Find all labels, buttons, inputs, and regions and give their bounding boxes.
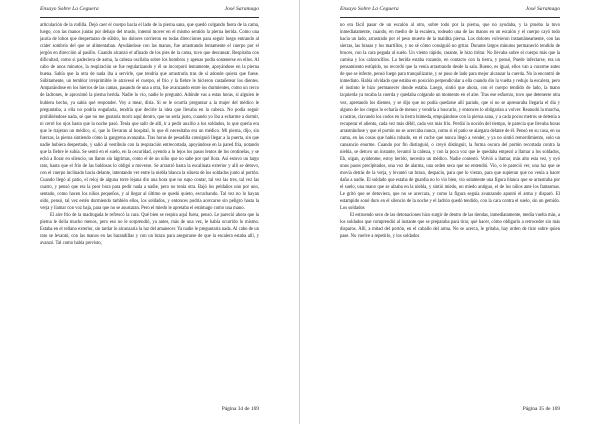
left-running-head bbox=[40, 6, 259, 18]
left-paragraph-1: articulación de la rodilla. Dejó caer el cuerpo hacia el lado de la pierna sana, que quedó colgando fuera de la cama, luego, con las manos juntas por debajo del muslo, intentó mover en el mismo sentido la pierna herida. Como una jauría de lobos que despertaran de súbito, los dolores corrieron en todas direcciones para seguir luego entrando al cráter sombrío del que se alimentaban. Ayudándose con las manos, fue arrastrando lentamente el cuerpo por el jergón en dirección al pasillo. Cuando alcanzó el afinado de los pies de la cama, tuvo que descansar. Respiraba con dificultad, como si padeciera de asma, la cabeza oscilaba sobre los hombros y apenas podía sostenerse en ellos. Al cabo de unos minutos, la respiración se fue regularizando y él se incorporó lentamente, apoyándose en la pierna buena. Sabía que la otra de nada iba a servirle, que tendría que arrastrarla tras de sí adonde quiera que fuese. Súbitamente, un temblor irreprimible le atravesó el cuerpo, el frío y la fiebre le hicieron castañetear los dientes. Amparándose en los hierros de las camas, pasando de una a otra, fue avanzando entre los durmientes, como un cerco de ladrones, le aproximó la pierna herida. Nadie lo vio, nadie le preguntó. Adónde vas a estas horas, si alguien le hubiera hecho, ya sabía qué responder. Voy a mear, diría. Si se le ocurría preguntar a la mujer del médico le preguntaba, a ella no podría engañarla, tendría que decirle la idea que llevaba en la cabeza. No podía seguir prohibiéndose nada, sé que no me gustaría morir aquí dentro, que no sería justo, cuando yo iba a echarme a dormir, ni cerré los ojos hasta que la noche pasó. Tenía que salir de allí, ir a pedir auxilio a los soldados, lo que quería era que le trajeran un médico, sí, que lo llevaran al hospital, lo que él necesitaba era un médico. Mi pierna, dijo, sin fuerzas, la pierna sintiendo cómo la gangrena avanzaba. Tras horas de pesadilla consiguió llegar a la puerta, sin que nadie hubiera despertado, y salió al vestíbulo con la respiración entrecortada, apoyándose en la pared fría, notando que la fiebre le subía. Se sentó en el suelo, en la oscuridad, oyendo a lo lejos los pasos lentos de los centinelas, y se echó a llorar en silencio, un llanto sin lágrimas, como el de un niño que no sabe por qué llora. Así estuvo un largo rato, hasta que el frío de las baldosas lo obligó a moverse. Se arrastró hasta la escalinata exterior y allí se detuvo, con el cuerpo inclinado hacia delante, intentando ver entre la niebla blanca la silueta de los soldados junto al portón. Cuando llegó al patio, el reloj de alguna torre lejana dio una hora que no supo contar, tal vez las tres, tal vez las cuatro, y pensó que era la peor hora para pedir nada a nadie, pero no tenía otra. Bajó los peldaños uno por uno, sentado, como hacen los niños pequeños, y al llegar al último se quedó quieto, escuchando. Tal vez no lo hayan oído, pensó, tal vez estén durmiendo también ellos, los soldados, y entonces podría acercarse sin peligro hasta la verja y llamar con voz baja, para que no se asustaran. Pero el miedo le apretaba el estómago como una mano. bbox=[40, 23, 259, 212]
left-body-text bbox=[40, 22, 259, 398]
right-page bbox=[300, 0, 600, 424]
right-paragraph-2: El estruendo seco de las detonaciones hizo surgir de dentro de las tiendas, inmediatamente, media vuelta más, a los soldados que comprendió al instante que se preparaba para tirar, qué hacer, cómo obligarlo a retroceder sin más disparos. Allí, a mitad del portón, en el caballo del arma. No se acerca, le gritaba, hay orden de tirar sobre quien pase. No vuelve a repetirlo, y los soldados bbox=[340, 213, 560, 240]
right-paragraph-1: no era fácil pasar de un escalón al otro, sobre todo por la pierna, que no ayudaba, y la prueba la tuvo inmediatamente, cuando, en medio de la escalera, rodeado una de las manos en un escalón y el cuerpo cayó todo hacia un lado, arrastrado por el peso muerto de la maldita pierna. Los dolores volvieron instantáneamente, con las sierras, las brasas y los martillos, y no sé cómo consiguió no gritar. Durante largos minutos permaneció tendido de bruces, con la cara pegada al suelo. Un viento rápido, rasante, le hizo tiritar. No llevaba sobre el cuerpo más que la camisa y los calzoncillos. La herida estaba rozando, en contacto con la tierra, y pensó, Puede infectarse, era un pensamiento estúpido, no recordó que la venía arrastrando desde la sala. Bueno, es igual, ellos van a curarme antes de que se infecte, pensó luego para tranquilizarse, y se puso de lado para mejor alcanzar la cuerda. No la encontró de inmediato. Había olvidado que estaba en posición perpendicular a ella cuando dio la vuelta y redujo la escalera, pero el instinto le hizo permanecer donde estaba. Luego, sintió que ahora, con el cuerpo tendido de lado, la mano izquierda ya tocaba la cuerda y quedaba colgando un momento en el aire. Tras ese esfuerzo, tuvo que detenerse otra vez, apretando los dientes, y se dijo que no podía quedarse allí parado, que si no se apresuraba llegaría el día y alguno de los ciegos lo echaría de menos y vendría a buscarlo, y entonces lo obligarían a volver. Reanudó la marcha, a rastras, clavando los codos en la tierra húmeda, empujándose con la pierna sana, y a cada pocos metros se detenía a recuperar el aliento, cada vez más débil, cada vez más frío. Perdió la noción del tiempo, le parecía que llevaba horas arrastrándose y que el portón no se acercaba nunca, como si el patio se alargara delante de él. Pensó en su casa, en su cama, en las cosas que había robado, en el coche que nunca llegó a vender, y ya no sintió remordimiento, solo un cansancio enorme. Cuando por fin distinguió, o creyó distinguir, la forma oscura del portón recortada contra la niebla, se detuvo un instante, levantó la cabeza, y con la poca voz que le quedaba empezó a llamar a los soldados, Eh, oigan, ayúdenme, estoy herido, necesito un médico. Nadie contestó. Volvió a llamar, más alto esta vez, y oyó unos pasos precipitados, una voz de alarma, una orden seca que no entendió. Vio, o le pareció ver, una luz que se movía detrás de la verja, y levantó un brazo, despacio, para que lo vieran, para que supieran que no venía a hacer daño a nadie. El soldado que estaba de guardia no lo vio bien, vio solamente una figura blanca que se arrastraba por el suelo, una mano que se alzaba en la niebla, y sintió miedo, un miedo antiguo, el de los niños ante los fantasmas. Le gritó que se detuviera, que no se acercara, y como la figura seguía avanzando apuntó el arma y disparó. El estampido sonó duro en el silencio de la noche y el ladrón quedó tendido, con la cara contra el suelo, sin un gemido. Los soldados bbox=[340, 23, 560, 212]
right-header-title: Ensayo Sobre La Ceguera bbox=[340, 6, 399, 12]
left-header-author: José Saramago bbox=[224, 6, 259, 12]
left-header-title: Ensayo Sobre La Ceguera bbox=[40, 6, 99, 12]
right-header-author: José Saramago bbox=[525, 6, 560, 12]
right-body-text bbox=[340, 22, 560, 398]
left-page-number: Página 34 de 169 bbox=[221, 406, 259, 412]
right-page-number: Página 35 de 169 bbox=[522, 406, 560, 412]
left-paragraph-2: El aire frío de la madrugada le refrescó la cara. Qué bien se respira aquí fuera, pensó. Le pareció ahora que la pierna le dolía mucho menos, pero eso no le sorprendió, ya antes, más de una vez, le había ocurrido lo mismo. Estaba en el rellano exterior, sin tardar lo alcanzaría la luz del amanecer. Ya nadie le preguntaría nada. Al cabo de un rato se levantó, con las manos en las barandillas y con un brazo para asegurarse de que la escalera estaba allí, y avanzó. Tal como había previsto, bbox=[40, 213, 259, 247]
right-running-head bbox=[340, 6, 560, 18]
